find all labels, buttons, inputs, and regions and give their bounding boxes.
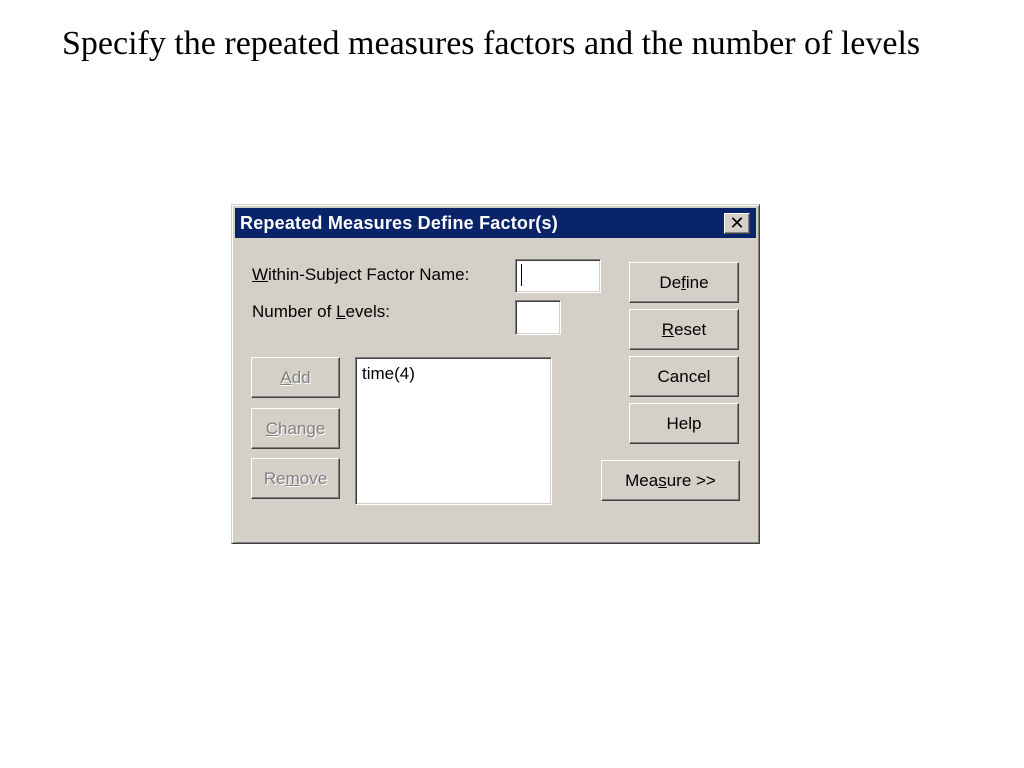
reset-button[interactable]: R eset bbox=[629, 309, 739, 350]
factor-name-label: Within-Subject Factor Name: bbox=[252, 265, 470, 284]
slide-title: Specify the repeated measures factors and the number of levels bbox=[62, 25, 921, 62]
close-icon: ✕ bbox=[729, 213, 745, 233]
add-button[interactable]: A dd bbox=[251, 357, 340, 398]
dialog-title: Repeated Measures Define Factor(s) bbox=[240, 213, 558, 233]
levels-input[interactable] bbox=[515, 300, 561, 335]
text-caret bbox=[521, 264, 522, 286]
levels-label: Number of Levels: bbox=[252, 302, 390, 321]
remove-button[interactable]: Re m ove bbox=[251, 458, 340, 499]
change-button[interactable]: C hange bbox=[251, 408, 340, 449]
define-button[interactable]: De f ine bbox=[629, 262, 739, 303]
define-factors-dialog bbox=[231, 204, 760, 544]
dialog-titlebar[interactable] bbox=[235, 208, 756, 238]
factors-listbox[interactable] bbox=[355, 357, 552, 505]
factor-name-input[interactable] bbox=[515, 259, 601, 293]
list-item[interactable]: time(4) bbox=[362, 364, 415, 383]
cancel-button[interactable]: Cancel bbox=[629, 356, 739, 397]
help-button[interactable]: Help bbox=[629, 403, 739, 444]
measure-button[interactable]: Mea s ure >> bbox=[601, 460, 740, 501]
close-button[interactable] bbox=[724, 213, 750, 234]
